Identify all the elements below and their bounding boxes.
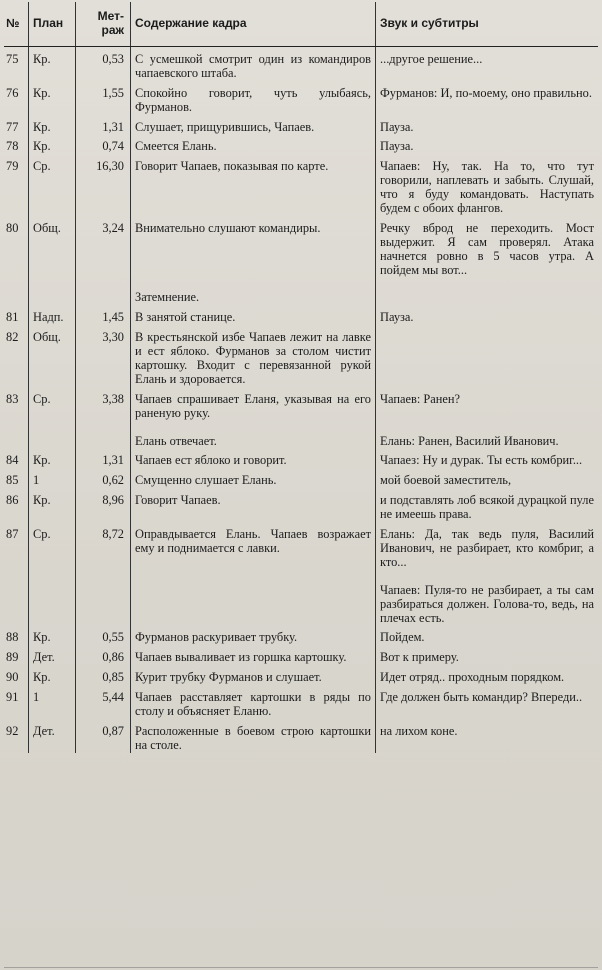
shot-plan: Кр. bbox=[29, 115, 76, 135]
shot-plan: Кр. bbox=[29, 81, 76, 115]
shot-content: Оправдывается Елань. Чапаев возражает ему и поднимается с лавки. bbox=[131, 522, 376, 570]
shot-metrazh: 1,31 bbox=[76, 115, 131, 135]
shot-metrazh bbox=[76, 277, 131, 305]
header-sound: Звук и субтитры bbox=[376, 2, 599, 47]
shot-sound: Пойдем. bbox=[380, 630, 425, 645]
shot-number: 88 bbox=[4, 625, 29, 645]
shot-content: С усмешкой смотрит один из командиров чапаевского штаба. bbox=[131, 47, 376, 81]
table-row bbox=[4, 216, 598, 278]
shot-plan: Дет. bbox=[29, 719, 76, 753]
shot-sound: Елань: Да, так ведь пуля, Василий Иванович, не разбирает, кто комбриг, а кто... bbox=[380, 527, 594, 569]
shot-metrazh: 3,24 bbox=[76, 216, 131, 278]
shot-sound: Вот к примеру. bbox=[380, 650, 459, 665]
shot-number: 84 bbox=[4, 448, 29, 468]
shot-sound: Пауза. bbox=[380, 139, 414, 154]
shot-number: 82 bbox=[4, 325, 29, 387]
shot-plan: Ср. bbox=[29, 522, 76, 570]
table-row bbox=[4, 625, 598, 645]
shot-number: 81 bbox=[4, 305, 29, 325]
shot-number: 76 bbox=[4, 81, 29, 115]
shot-content: Курит трубку Фурманов и слушает. bbox=[131, 665, 376, 685]
table-row bbox=[4, 387, 598, 421]
shot-content: Говорит Чапаев, показывая по карте. bbox=[131, 154, 376, 216]
shot-metrazh: 0,53 bbox=[76, 47, 131, 81]
shot-sound: Чапаев: Ну, так. На то, что тут говорили, наплевать и забыть. Слушай, что я буду командовать. Наступать будем с обоих флангов. bbox=[380, 159, 594, 216]
shot-number: 91 bbox=[4, 685, 29, 719]
shot-metrazh: 0,74 bbox=[76, 134, 131, 154]
shot-number bbox=[4, 277, 29, 305]
shot-sound: на лихом коне. bbox=[380, 723, 458, 738]
shot-metrazh: 1,55 bbox=[76, 81, 131, 115]
table-row bbox=[4, 47, 598, 81]
table-row bbox=[4, 665, 598, 685]
shot-content: Чапаев ест яблоко и говорит. bbox=[131, 448, 376, 468]
shot-metrazh bbox=[76, 570, 131, 626]
shot-number: 86 bbox=[4, 488, 29, 522]
shot-sound: Речку вброд не переходить. Мост выдержит. Я сам проверял. Атака начнется ровно в 5 часов утра. А пойдем мы вот... bbox=[380, 220, 594, 277]
header-metrazh-line2: раж bbox=[101, 23, 124, 37]
shot-plan: Ср. bbox=[29, 387, 76, 421]
shot-sound: и подставлять лоб всякой дурацкой пуле не имеешь права. bbox=[380, 493, 594, 522]
shot-content: Внимательно слушают командиры. bbox=[131, 216, 376, 278]
shot-sound: Чапаев: Пуля-то не разбирает, а ты сам разбираться должен. Голова-то, ведь, на плечах есть. bbox=[380, 582, 594, 625]
shot-metrazh bbox=[76, 421, 131, 449]
shot-metrazh: 1,45 bbox=[76, 305, 131, 325]
shot-plan: Надп. bbox=[29, 305, 76, 325]
table-row bbox=[4, 325, 598, 387]
shot-number: 85 bbox=[4, 468, 29, 488]
shot-content: Спокойно говорит, чуть улыбаясь, Фурманов. bbox=[131, 81, 376, 115]
shot-content: Затемнение. bbox=[131, 277, 376, 305]
shot-sound: Идет отряд.. проходным порядком. bbox=[380, 670, 565, 685]
shot-sound: Чапаез: Ну и дурак. Ты есть комбриг... bbox=[380, 453, 583, 468]
shot-metrazh: 0,62 bbox=[76, 468, 131, 488]
shot-plan: Кр. bbox=[29, 625, 76, 645]
shot-number: 79 bbox=[4, 154, 29, 216]
shot-content: Чапаев расставляет картошки в ряды по столу и объясняет Еланю. bbox=[131, 685, 376, 719]
shot-content: Смущенно слушает Елань. bbox=[131, 468, 376, 488]
shot-content bbox=[131, 570, 376, 626]
shot-metrazh: 3,38 bbox=[76, 387, 131, 421]
table-row bbox=[4, 134, 598, 154]
shot-number: 78 bbox=[4, 134, 29, 154]
table-row bbox=[4, 488, 598, 522]
shot-sound: ...другое решение... bbox=[380, 52, 483, 66]
header-row bbox=[4, 2, 598, 47]
shot-plan: Кр. bbox=[29, 448, 76, 468]
shot-content: Чапаев вываливает из горшка картошку. bbox=[131, 645, 376, 665]
shot-metrazh: 8,72 bbox=[76, 522, 131, 570]
shot-sound: Пауза. bbox=[380, 310, 414, 325]
shot-sound: Где должен быть командир? Впереди.. bbox=[380, 690, 583, 705]
table-row bbox=[4, 421, 598, 449]
shot-plan: Ср. bbox=[29, 154, 76, 216]
shot-sound: Фурманов: И, по-моему, оно правильно. bbox=[380, 85, 592, 100]
bottom-rule bbox=[4, 967, 598, 968]
shot-plan: 1 bbox=[29, 685, 76, 719]
header-metrazh bbox=[76, 2, 131, 47]
header-plan: План bbox=[29, 2, 76, 47]
shot-metrazh: 5,44 bbox=[76, 685, 131, 719]
shot-list-table bbox=[4, 2, 598, 753]
shot-sound bbox=[376, 277, 599, 305]
shot-content: В занятой станице. bbox=[131, 305, 376, 325]
shot-metrazh: 0,86 bbox=[76, 645, 131, 665]
shot-content: Чапаев спрашивает Еланя, указывая на его раненую руку. bbox=[131, 387, 376, 421]
table-row bbox=[4, 305, 598, 325]
shot-number: 75 bbox=[4, 47, 29, 81]
table-row bbox=[4, 81, 598, 115]
shot-metrazh: 0,55 bbox=[76, 625, 131, 645]
shot-plan: Общ. bbox=[29, 216, 76, 278]
shot-plan bbox=[29, 570, 76, 626]
shot-plan bbox=[29, 277, 76, 305]
shot-number: 80 bbox=[4, 216, 29, 278]
shot-number: 83 bbox=[4, 387, 29, 421]
shot-content: Расположенные в боевом строю картошки на столе. bbox=[131, 719, 376, 753]
shot-plan: Кр. bbox=[29, 488, 76, 522]
shot-sound: Пауза. bbox=[380, 119, 414, 134]
shot-number: 90 bbox=[4, 665, 29, 685]
shot-number bbox=[4, 421, 29, 449]
shot-sound bbox=[376, 325, 599, 387]
shot-number: 92 bbox=[4, 719, 29, 753]
shot-content: Говорит Чапаев. bbox=[131, 488, 376, 522]
shot-number bbox=[4, 570, 29, 626]
shot-plan: Общ. bbox=[29, 325, 76, 387]
header-metrazh-line1: Мет- bbox=[97, 9, 124, 24]
shot-metrazh: 16,30 bbox=[76, 154, 131, 216]
table-row bbox=[4, 570, 598, 626]
shot-plan: Кр. bbox=[29, 47, 76, 81]
shot-plan bbox=[29, 421, 76, 449]
shot-metrazh: 0,87 bbox=[76, 719, 131, 753]
shot-plan: Кр. bbox=[29, 665, 76, 685]
table-row bbox=[4, 277, 598, 305]
shot-metrazh: 1,31 bbox=[76, 448, 131, 468]
shot-metrazh: 3,30 bbox=[76, 325, 131, 387]
shot-metrazh: 8,96 bbox=[76, 488, 131, 522]
shot-content: В крестьянской избе Чапаев лежит на лавке и ест яблоко. Фурманов за столом чистит картошку. Входит с перевязанной рукой Елань и здоровается. bbox=[131, 325, 376, 387]
table-row bbox=[4, 448, 598, 468]
table-row bbox=[4, 468, 598, 488]
table-row bbox=[4, 115, 598, 135]
table-row bbox=[4, 522, 598, 570]
shot-sound: Чапаев: Ранен? bbox=[380, 391, 461, 406]
shot-content: Фурманов раскуривает трубку. bbox=[131, 625, 376, 645]
shot-number: 89 bbox=[4, 645, 29, 665]
table-row bbox=[4, 719, 598, 753]
shot-sound: мой боевой заместитель, bbox=[380, 473, 512, 488]
shot-plan: 1 bbox=[29, 468, 76, 488]
table-row bbox=[4, 645, 598, 665]
shot-sound: Елань: Ранен, Василий Иванович. bbox=[380, 433, 559, 448]
shot-content: Елань отвечает. bbox=[131, 421, 376, 449]
header-content: Содержание кадра bbox=[131, 2, 376, 47]
shot-plan: Дет. bbox=[29, 645, 76, 665]
shot-number: 77 bbox=[4, 115, 29, 135]
table-row bbox=[4, 685, 598, 719]
shot-metrazh: 0,85 bbox=[76, 665, 131, 685]
shot-content: Слушает, прищурившись, Чапаев. bbox=[131, 115, 376, 135]
table-row bbox=[4, 154, 598, 216]
shot-plan: Кр. bbox=[29, 134, 76, 154]
shot-content: Смеется Елань. bbox=[131, 134, 376, 154]
shot-number: 87 bbox=[4, 522, 29, 570]
header-number: № bbox=[4, 2, 29, 47]
